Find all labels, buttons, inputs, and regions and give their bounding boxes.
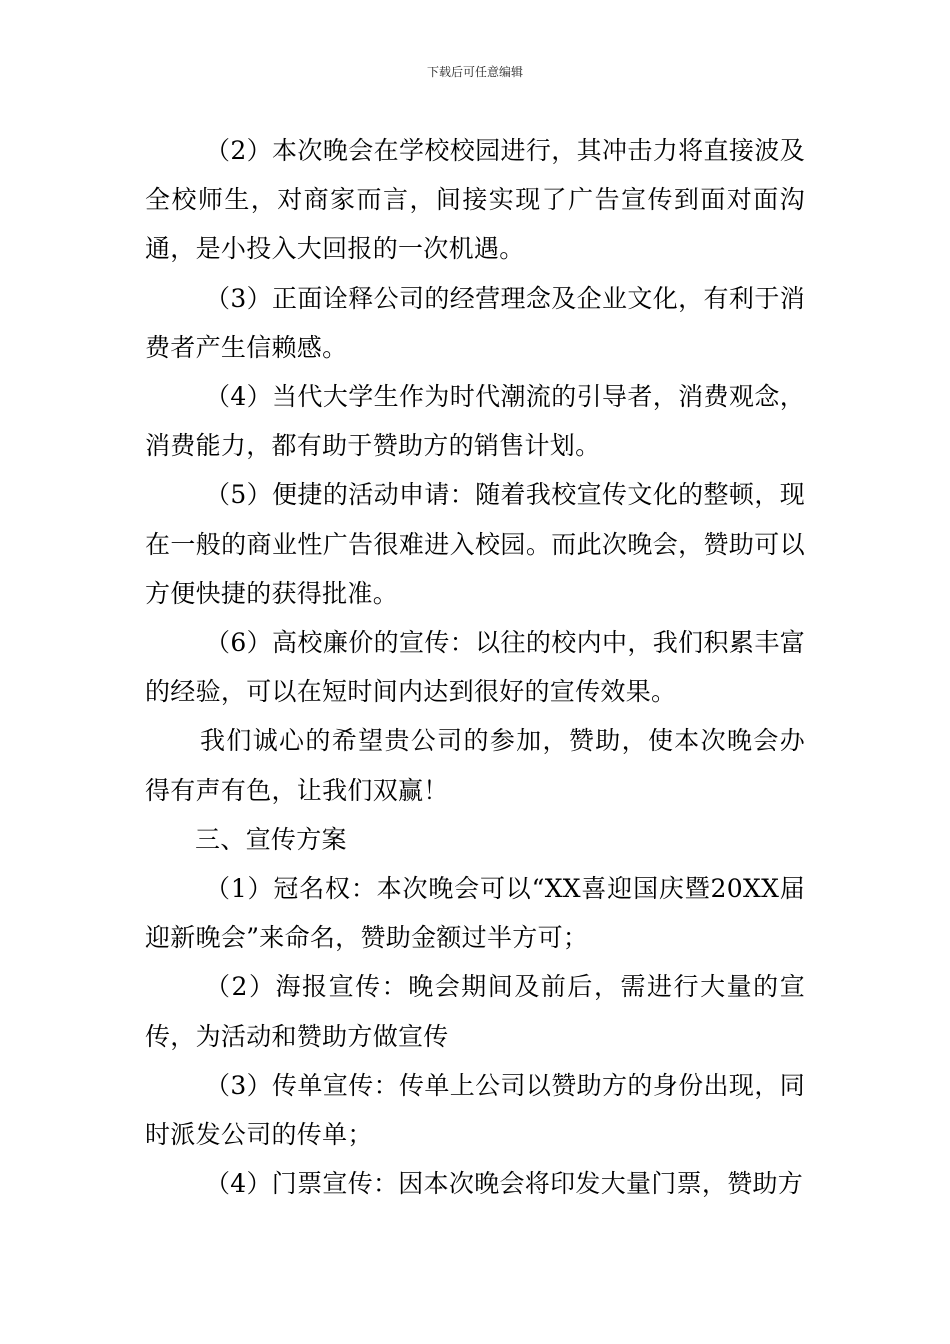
- paragraph-benefit-2: （2）本次晚会在学校校园进行，其冲击力将直接波及全校师生，对商家而言，间接实现了广告宣传到面对面沟通，是小投入大回报的一次机遇。: [145, 136, 805, 264]
- paragraph-plan-3: （3）传单宣传：传单上公司以赞助方的身份出现，同时派发公司的传单；: [145, 1070, 805, 1150]
- paragraph-plan-4: （4）门票宣传：因本次晚会将印发大量门票，赞助方: [205, 1169, 804, 1199]
- paragraph-plan-1: （1）冠名权：本次晚会可以“XX喜迎国庆暨20XX届迎新晚会”来命名，赞助金额过半方可；: [145, 874, 805, 953]
- document-body: [145, 126, 805, 1208]
- paragraph-plan-2: （2）海报宣传：晚会期间及前后，需进行大量的宣传，为活动和赞助方做宣传: [145, 972, 805, 1051]
- paragraph-closing: 我们诚心的希望贵公司的参加，赞助，使本次晚会办得有声有色，让我们双赢！: [145, 726, 805, 805]
- paragraph-benefit-5: （5）便捷的活动申请：随着我校宣传文化的整顿，现在一般的商业性广告很难进入校园。而此次晚会，赞助可以方便快捷的获得批准。: [145, 480, 805, 608]
- paragraph-benefit-6: （6）高校廉价的宣传：以往的校内中，我们积累丰富的经验，可以在短时间内达到很好的宣传效果。: [145, 628, 805, 707]
- paragraph-benefit-3: （3）正面诠释公司的经营理念及企业文化，有利于消费者产生信赖感。: [145, 283, 805, 362]
- page-header: 下载后可任意编辑: [426, 65, 523, 79]
- paragraph-benefit-4: （4）当代大学生作为时代潮流的引导者，消费观念，消费能力，都有助于赞助方的销售计划。: [145, 382, 805, 461]
- section-heading: 三、宣传方案: [195, 824, 347, 854]
